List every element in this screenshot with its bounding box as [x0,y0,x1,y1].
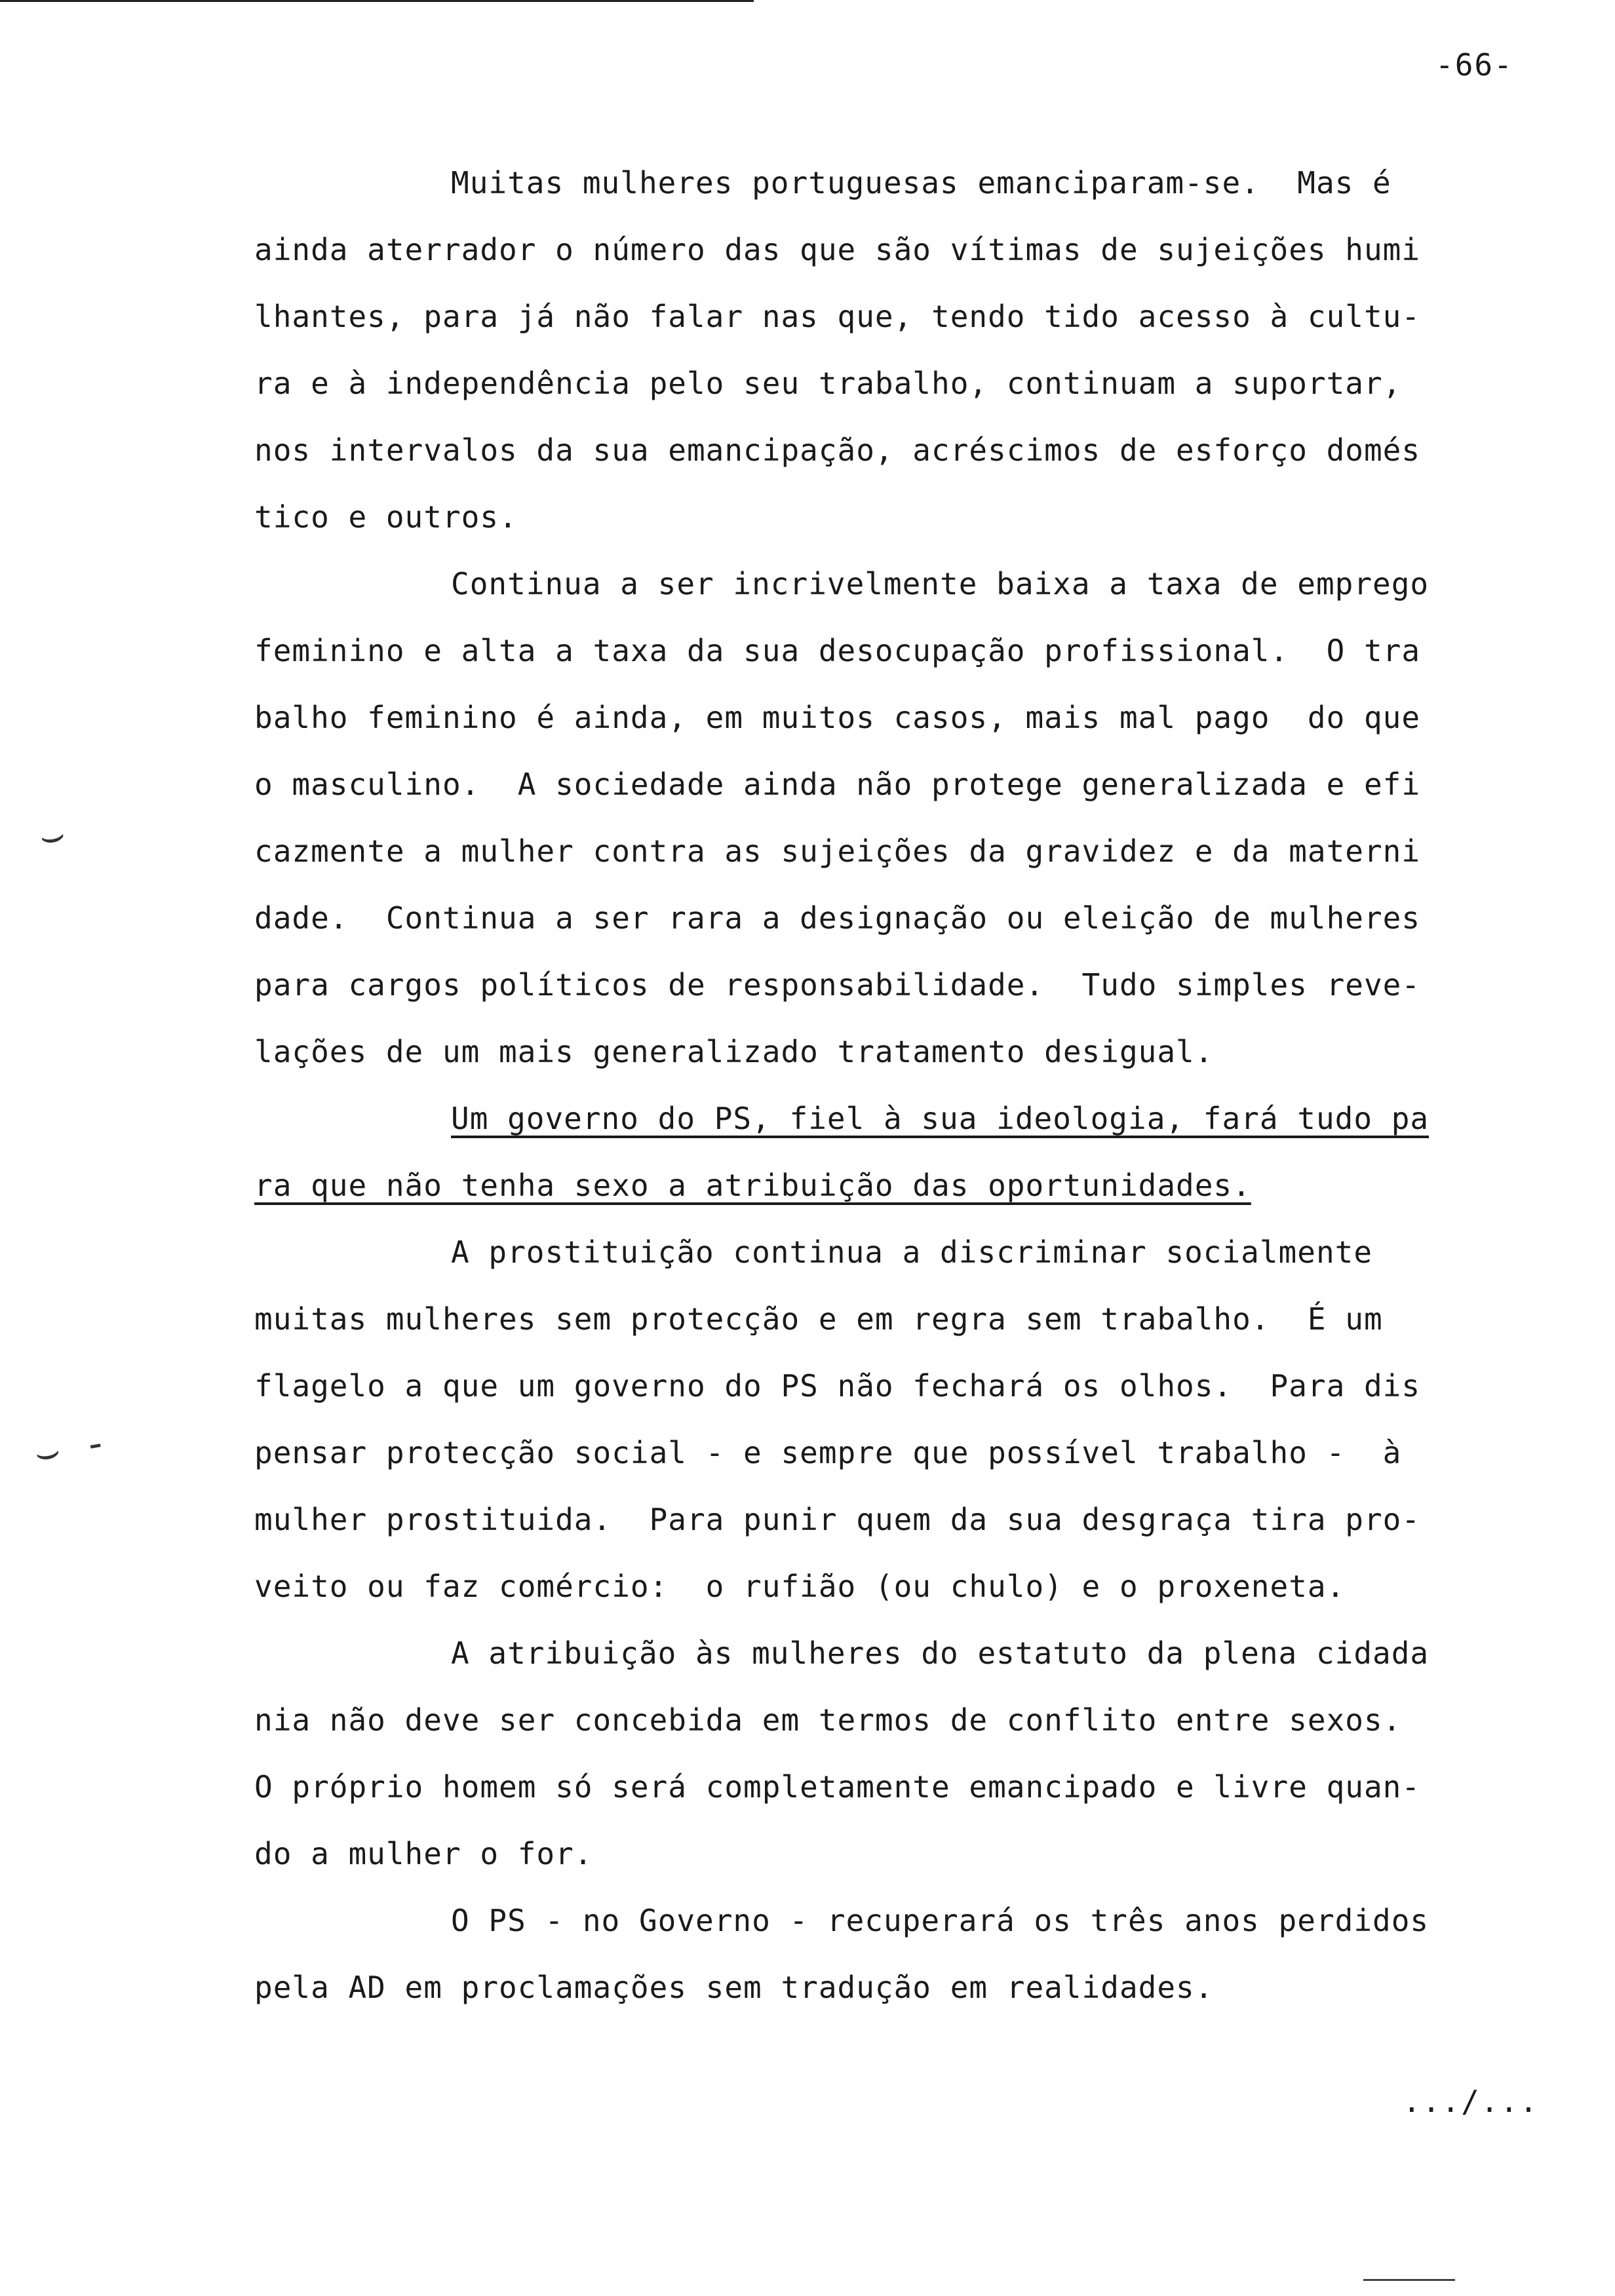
continuation-marker: .../... [1403,2084,1539,2119]
paragraph-line: O próprio homem só será completamente emancipado e livre quan- [254,1769,1421,1805]
paragraph-line: do a mulher o for. [254,1836,593,1871]
paragraph-line: A atribuição às mulheres do estatuto da plena cidada [451,1636,1430,1671]
paragraph-line: Continua a ser incrivelmente baixa a taxa de emprego [451,566,1430,602]
paragraph-line: o masculino. A sociedade ainda não protege generalizada e efi [254,767,1421,802]
paragraph-line: para cargos políticos de responsabilidade. Tudo simples reve- [254,967,1421,1003]
paragraph-line: ainda aterrador o número das que são vítimas de sujeições humi [254,232,1421,267]
paragraph-line: veito ou faz comércio: o rufião (ou chulo) e o proxeneta. [254,1569,1346,1604]
bottom-dash [1363,2279,1455,2281]
paragraph-line: ra e à independência pelo seu trabalho, continuam a suportar, [254,366,1402,401]
margin-mark: ⌣ [35,811,69,860]
top-rule [0,0,754,2]
paragraph-line: cazmente a mulher contra as sujeições da gravidez e da materni [254,833,1421,869]
paragraph-line: lações de um mais generalizado tratamento desigual. [254,1034,1214,1069]
paragraph-line: tico e outros. [254,499,518,535]
paragraph-line: feminino e alta a taxa da sua desocupação profissional. O tra [254,633,1421,668]
paragraph-line: O PS - no Governo - recuperará os três anos perdidos [451,1903,1430,1938]
underlined-line: Um governo do PS, fiel à sua ideologia, fará tudo pa [451,1101,1430,1136]
paragraph-line: pela AD em proclamações sem tradução em realidades. [254,1970,1214,2005]
paragraph-line: Muitas mulheres portuguesas emanciparam-se. Mas é [451,165,1391,201]
paragraph-line: lhantes, para já não falar nas que, tendo tido acesso à cultu- [254,299,1421,334]
paragraph-line: mulher prostituida. Para punir quem da sua desgraça tira pro- [254,1502,1421,1537]
paragraph-line: nia não deve ser concebida em termos de conflito entre sexos. [254,1702,1402,1738]
margin-mark: ⌣ - [30,1419,111,1478]
underlined-line: ra que não tenha sexo a atribuição das oportunidades. [254,1168,1251,1203]
page-number: -66- [1435,47,1513,83]
paragraph-line: A prostituição continua a discriminar socialmente [451,1234,1373,1270]
paragraph-line: balho feminino é ainda, em muitos casos, mais mal pago do que [254,700,1421,735]
body-text [254,149,1500,2021]
paragraph-line: dade. Continua a ser rara a designação ou eleição de mulheres [254,900,1421,936]
paragraph-line: nos intervalos da sua emancipação, acréscimos de esforço domés [254,432,1421,468]
paragraph-line: muitas mulheres sem protecção e em regra sem trabalho. É um [254,1301,1383,1337]
paragraph-line: flagelo a que um governo do PS não fechará os olhos. Para dis [254,1368,1421,1404]
paragraph-line: pensar protecção social - e sempre que possível trabalho - à [254,1435,1402,1470]
